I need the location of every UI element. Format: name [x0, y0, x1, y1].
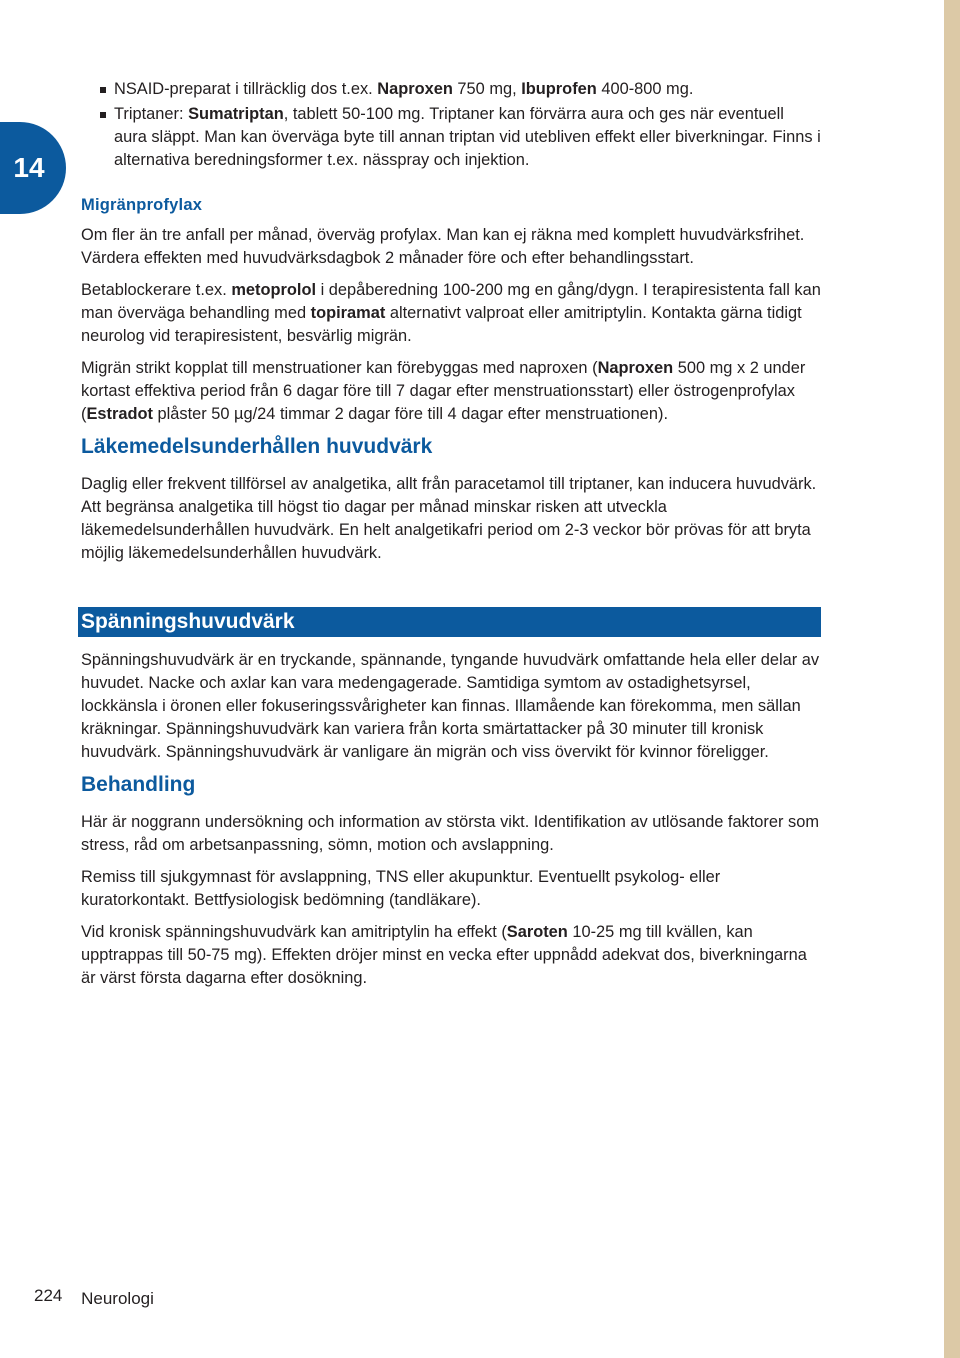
text-segment: 10-25 mg till kvällen, kan upptrappas till 50-75 mg). Effekten dröjer minst en vecka efter uppnådd adekvat dos, biverkningarna är värst första dagarna efter dosökning. — [81, 923, 807, 987]
text-segment: Spänningshuvudvärk är en tryckande, spännande, tyngande huvudvärk omfattande hela eller delar av huvudet. Nacke och axlar kan vara medengagerade. Samtidiga symtom av ostadighetsyrsel, lockkänsla i öronen eller fokuseringssvårigheter kan finnas. Illamående kan förekomma, men sällan kräkningar. Spänningshuvudvärk kan variera från korta smärtattacker på 30 minuter till kronisk huvudvärk. Spänningshuvudvärk är vanligare än migrän och viss övervikt för kvinnor föreligger. — [81, 651, 820, 761]
text-segment: alternativt valproat eller amitriptylin. Kontakta gärna tidigt neurolog vid terapiresistent, besvärlig migrän. — [81, 304, 802, 345]
paragraph — [81, 357, 821, 426]
page-number: 224 — [34, 1286, 63, 1305]
page-content — [81, 78, 821, 999]
text-segment: Om fler än tre anfall per månad, överväg profylax. Man kan ej räkna med komplett huvudvärksfrihet. Värdera effekten med huvudvärksdagbok 2 månader före och efter behandlingsstart. — [81, 226, 805, 267]
text-segment: Migrän strikt kopplat till menstruationer kan förebyggas med naproxen ( — [81, 359, 598, 377]
drug-name: Naproxen — [377, 80, 453, 98]
text-segment: 400-800 mg. — [596, 80, 694, 98]
drug-name: Saroten — [506, 923, 568, 941]
drug-name: topiramat — [310, 304, 386, 322]
paragraph — [81, 649, 821, 764]
drug-name: Estradot — [86, 405, 153, 423]
lakemedel-heading: Läkemedelsunderhållen huvudvärk — [81, 435, 433, 458]
paragraph — [81, 866, 821, 912]
text-segment: Triptaner: — [114, 105, 189, 123]
text-segment: i depåberedning 100-200 mg en gång/dygn. I terapiresistenta fall kan man överväga behandling med — [81, 281, 821, 322]
drug-name: Naproxen — [597, 359, 674, 377]
drug-name: Sumatriptan — [188, 105, 284, 123]
chapter-tab — [0, 122, 66, 214]
drug-name: metoprolol — [231, 281, 317, 299]
page-footer — [34, 1286, 154, 1306]
paragraph — [81, 473, 821, 565]
text-segment: , tablett 50-100 mg. Triptaner kan förvärra aura och ges när eventuell aura släppt. Man kan överväga byte till annan triptan vid utebliven effekt eller biverkningar. Finns i alternativa beredningsformer t.ex. nässpray och injektion. — [114, 105, 821, 169]
bullet-square-icon — [100, 112, 106, 118]
bullet-text — [114, 105, 821, 169]
text-segment: 750 mg, — [452, 80, 522, 98]
footer-section-title: Neurologi — [81, 1289, 154, 1308]
chapter-number: 14 — [13, 152, 45, 183]
spanning-heading-bar: Spänningshuvudvärk — [78, 607, 821, 637]
text-segment: Vid kronisk spänningshuvudvärk kan amitriptylin ha effekt ( — [81, 923, 507, 941]
text-segment: plåster 50 µg/24 timmar 2 dagar före till 4 dagar efter menstruationen). — [152, 405, 669, 423]
bullet-list — [81, 78, 821, 172]
paragraph — [81, 921, 821, 990]
page-edge-stripe — [944, 0, 960, 1358]
paragraph — [81, 279, 821, 348]
bullet-text — [114, 80, 693, 98]
paragraph — [81, 224, 821, 270]
paragraph — [81, 811, 821, 857]
drug-name: Ibuprofen — [521, 80, 597, 98]
list-item — [81, 103, 821, 172]
text-segment: 500 mg x 2 under kortast effektiva period från 6 dagar före till 7 dagar efter menstruationsstart) eller östrogenprofylax ( — [81, 359, 806, 423]
behandling-heading: Behandling — [81, 773, 196, 796]
text-segment: Remiss till sjukgymnast för avslappning, TNS eller akupunktur. Eventuellt psykolog- eller kuratorkontakt. Bettfysiologisk bedömning (tandläkare). — [81, 868, 721, 909]
bullet-square-icon — [100, 87, 106, 93]
list-item — [81, 78, 821, 101]
text-segment: NSAID-preparat i tillräcklig dos t.ex. — [114, 80, 378, 98]
text-segment: Betablockerare t.ex. — [81, 281, 232, 299]
migran-heading: Migränprofylax — [81, 196, 203, 214]
text-segment: Daglig eller frekvent tillförsel av analgetika, allt från paracetamol till triptaner, kan inducera huvudvärk. Att begränsa analgetika till högst tio dagar per månad minskar risken att utveckla läkemedelsunderhållen huvudvärk. En helt analgetikafri period om 2-3 veckor bör prövas för att bryta möjlig läkemedelsunderhållen huvudvärk. — [81, 475, 817, 562]
text-segment: Här är noggrann undersökning och information av största vikt. Identifikation av utlösande faktorer som stress, råd om arbetsanpassning, sömn, motion och avslappning. — [81, 813, 819, 854]
